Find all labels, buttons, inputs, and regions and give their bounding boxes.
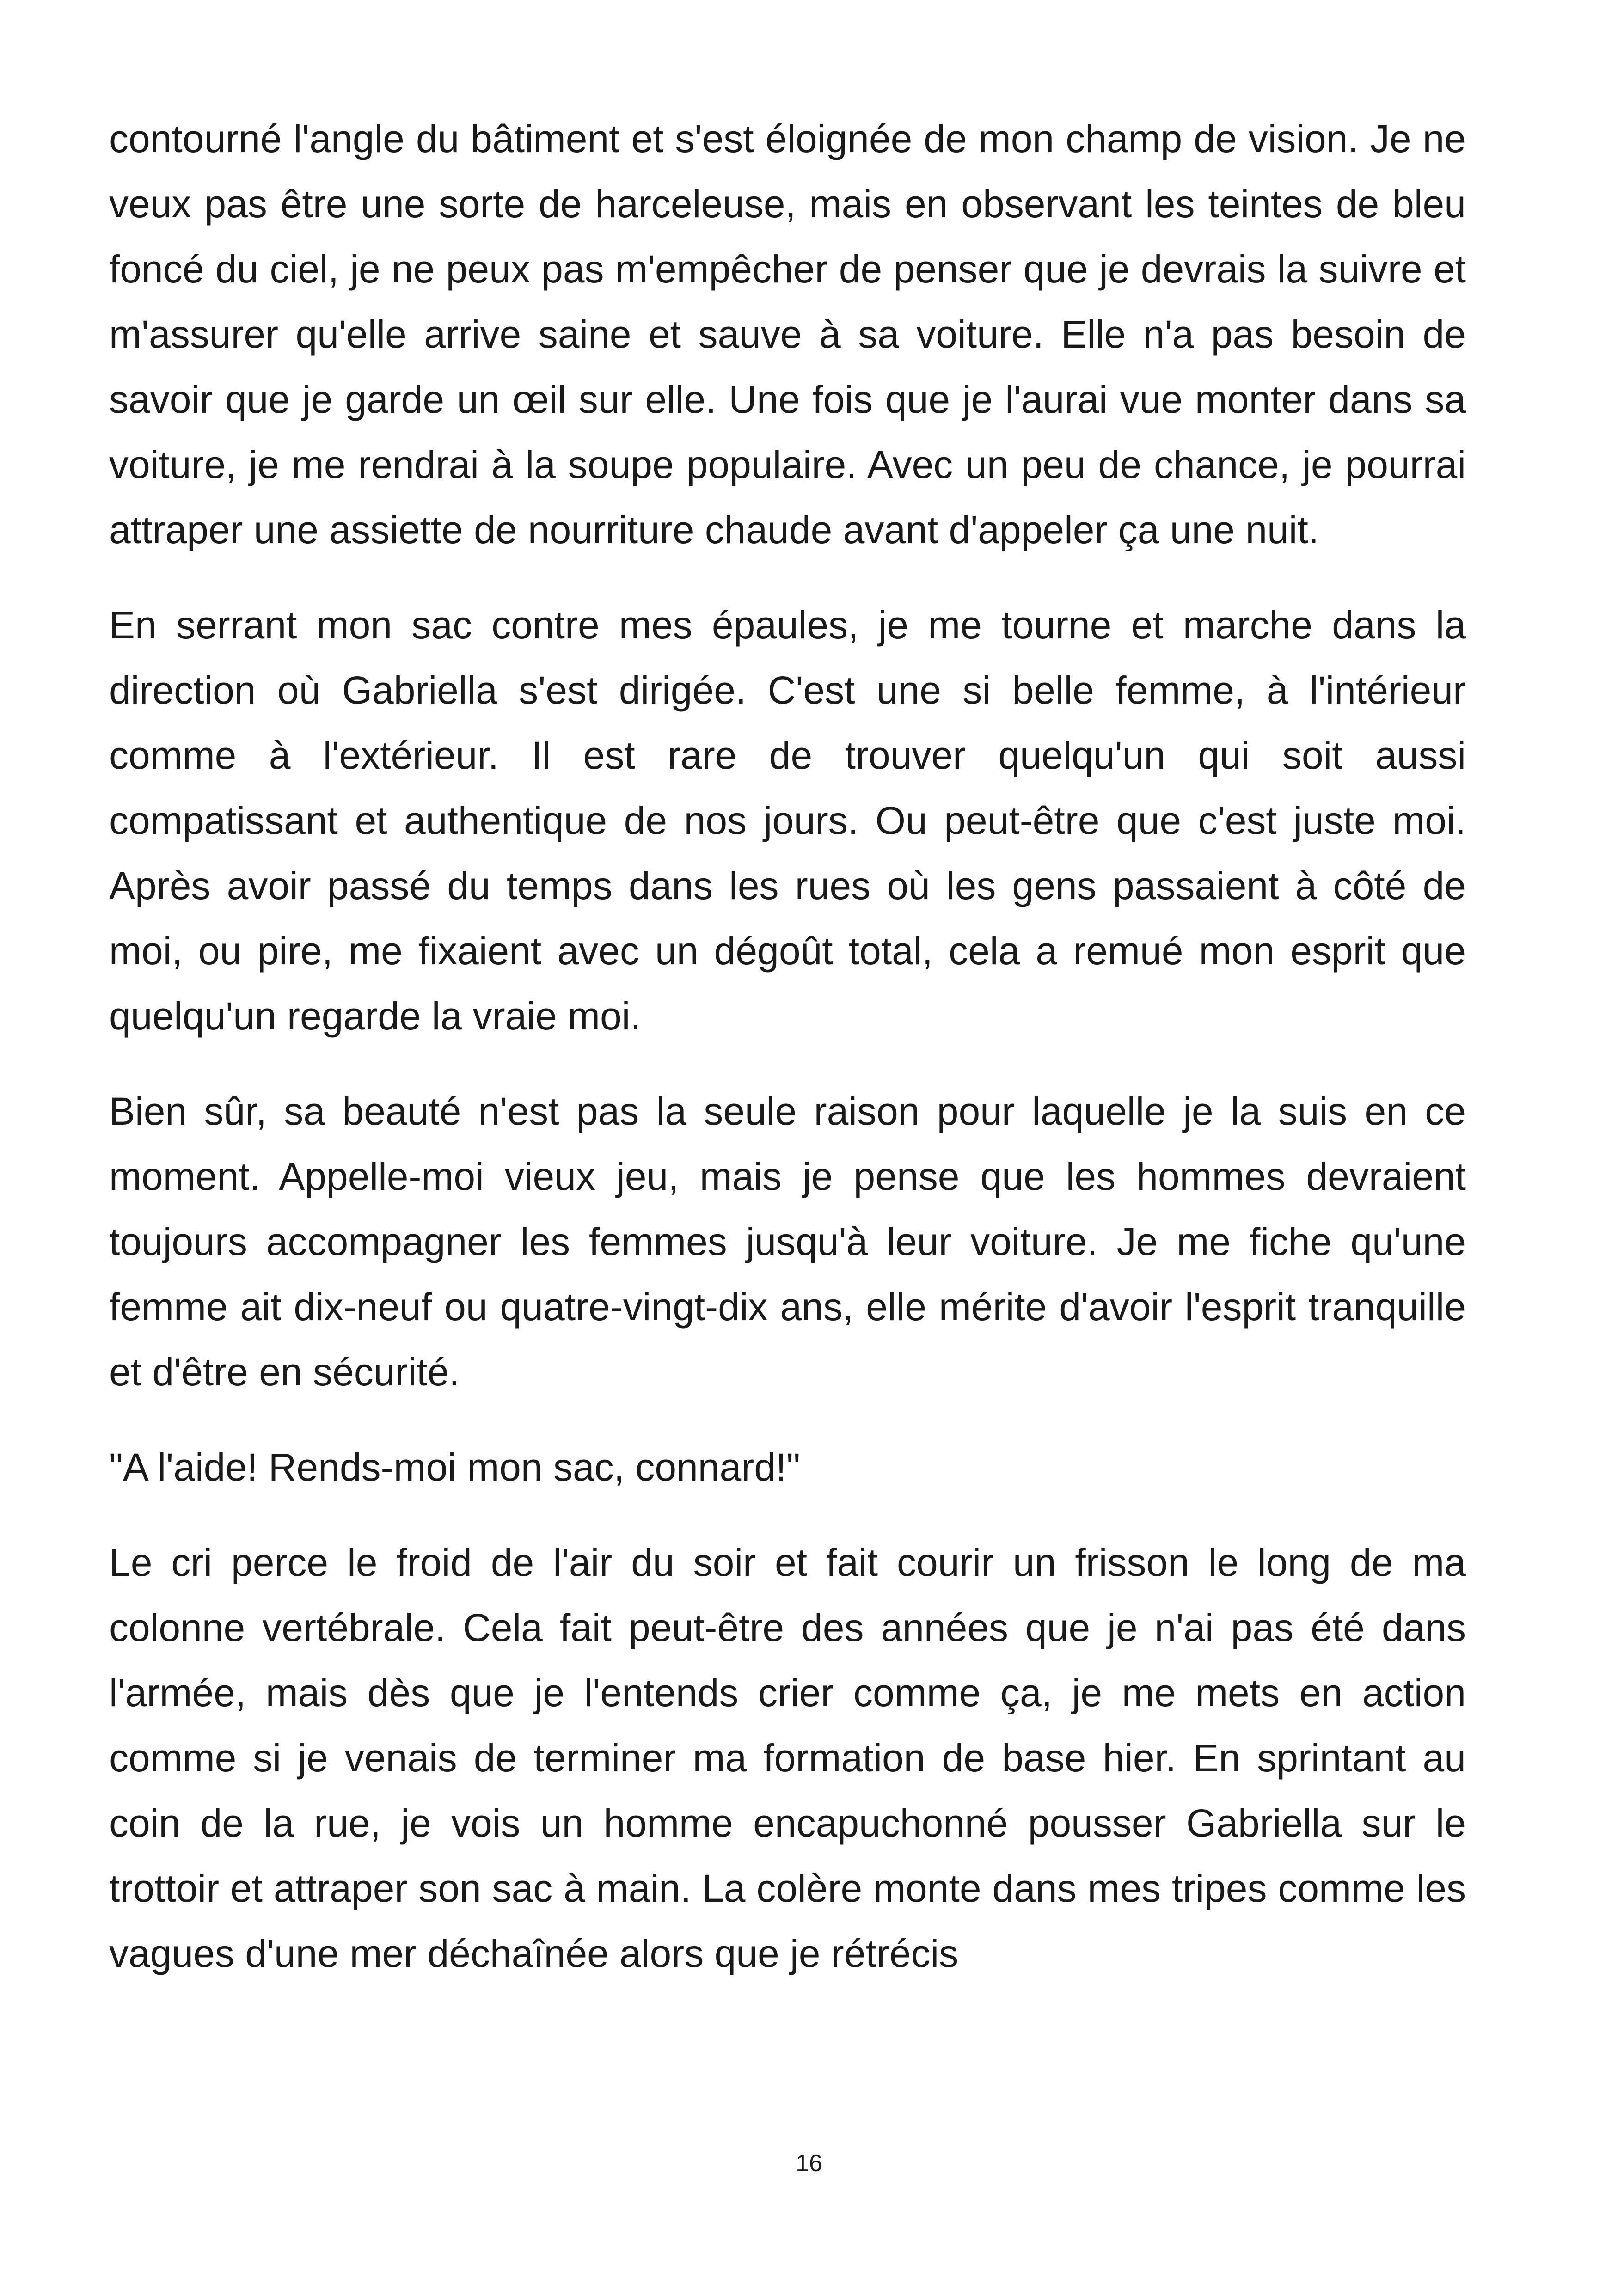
paragraph-1: contourné l'angle du bâtiment et s'est éloignée de mon champ de vision. Je ne veux pas être une sorte de harceleuse, mais en observant les teintes de bleu foncé du ciel, je ne peux pas m'empêcher de penser que je devrais la suivre et m'assurer qu'elle arrive saine et sauve à sa voiture. Elle n'a pas besoin de savoir que je garde un œil sur elle. Une fois que je l'aurai vue monter dans sa voiture, je me rendrai à la soupe populaire. Avec un peu de chance, je pourrai attraper une assiette de nourriture chaude avant d'appeler ça une nuit. [109, 117, 1466, 551]
paragraph-2: En serrant mon sac contre mes épaules, je me tourne et marche dans la direction où Gabriella s'est dirigée. C'est une si belle femme, à l'intérieur comme à l'extérieur. Il est rare de trouver quelqu'un qui soit aussi compatissant et authentique de nos jours. Ou peut-être que c'est juste moi. Après avoir passé du temps dans les rues où les gens passaient à côté de moi, ou pire, me fixaient avec un dégoût total, cela a remué mon esprit que quelqu'un regarde la vraie moi. [109, 603, 1466, 1038]
paragraph-5: Le cri perce le froid de l'air du soir et fait courir un frisson le long de ma colonne vertébrale. Cela fait peut-être des années que je n'ai pas été dans l'armée, mais dès que je l'entends crier comme ça, je me mets en action comme si je venais de terminer ma formation de base hier. En sprintant au coin de la rue, je vois un homme encapuchonné pousser Gabriella sur le trottoir et attraper son sac à main. La colère monte dans mes tripes comme les vagues d'une mer déchaînée alors que je rétrécis [109, 1541, 1466, 1975]
page-number: 16 [796, 2150, 822, 2177]
paragraph-3: Bien sûr, sa beauté n'est pas la seule raison pour laquelle je la suis en ce moment. Appelle-moi vieux jeu, mais je pense que les hommes devraient toujours accompagner les femmes jusqu'à leur voiture. Je me fiche qu'une femme ait dix-neuf ou quatre-vingt-dix ans, elle mérite d'avoir l'esprit tranquille et d'être en sécurité. [109, 1090, 1466, 1394]
page-body [109, 106, 1466, 2016]
paragraph-dialogue: "A l'aide! Rends-moi mon sac, connard!" [109, 1445, 801, 1489]
